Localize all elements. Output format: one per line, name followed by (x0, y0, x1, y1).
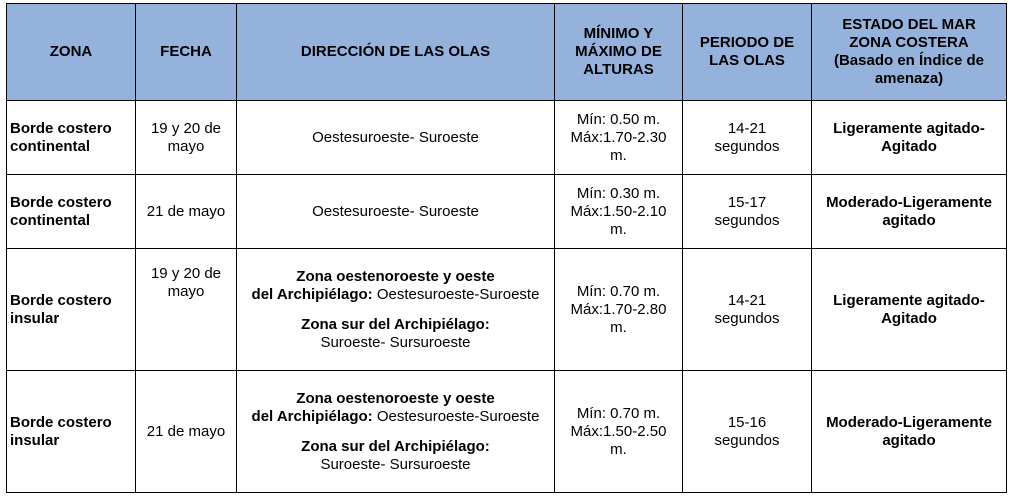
cell-fecha: 19 y 20 de mayo (136, 101, 237, 175)
cell-periodo: 14-21 segundos (683, 101, 812, 175)
table-row (7, 371, 1007, 493)
cell-direccion: Zona oestenoroeste y oeste del Archipiélago: Oestesuroeste-Suroeste Zona sur del Archipiélago: Suroeste- Sursuroeste (237, 371, 555, 493)
cell-periodo: 15-16 segundos (683, 371, 812, 493)
table-row (7, 101, 1007, 175)
cell-fecha: 21 de mayo (136, 371, 237, 493)
cell-zona: Borde costero insular (7, 249, 136, 371)
cell-alturas: Mín: 0.70 m. Máx:1.50-2.50 m. (555, 371, 683, 493)
cell-periodo: 15-17 segundos (683, 175, 812, 249)
cell-estado: Moderado-Ligeramente agitado (812, 371, 1007, 493)
table-row (7, 175, 1007, 249)
header-row (7, 4, 1007, 101)
cell-direccion: Oestesuroeste- Suroeste (237, 101, 555, 175)
cell-alturas: Mín: 0.30 m. Máx:1.50-2.10 m. (555, 175, 683, 249)
cell-estado: Ligeramente agitado- Agitado (812, 249, 1007, 371)
cell-fecha: 21 de mayo (136, 175, 237, 249)
header-zona: ZONA (7, 4, 136, 101)
cell-fecha: 19 y 20 de mayo (136, 249, 237, 371)
wave-forecast-table (6, 3, 1007, 493)
cell-periodo: 14-21 segundos (683, 249, 812, 371)
cell-estado: Moderado-Ligeramente agitado (812, 175, 1007, 249)
header-alturas: MÍNIMO Y MÁXIMO DE ALTURAS (555, 4, 683, 101)
cell-alturas: Mín: 0.70 m. Máx:1.70-2.80 m. (555, 249, 683, 371)
cell-direccion: Oestesuroeste- Suroeste (237, 175, 555, 249)
header-fecha: FECHA (136, 4, 237, 101)
header-direccion: DIRECCIÓN DE LAS OLAS (237, 4, 555, 101)
cell-direccion: Zona oestenoroeste y oeste del Archipiélago: Oestesuroeste-Suroeste Zona sur del Archipiélago: Suroeste- Sursuroeste (237, 249, 555, 371)
cell-zona: Borde costero continental (7, 175, 136, 249)
cell-zona: Borde costero continental (7, 101, 136, 175)
header-periodo: PERIODO DE LAS OLAS (683, 4, 812, 101)
cell-zona: Borde costero insular (7, 371, 136, 493)
cell-estado: Ligeramente agitado- Agitado (812, 101, 1007, 175)
header-estado: ESTADO DEL MAR ZONA COSTERA (Basado en Índice de amenaza) (812, 4, 1007, 101)
cell-alturas: Mín: 0.50 m. Máx:1.70-2.30 m. (555, 101, 683, 175)
table-row (7, 249, 1007, 371)
